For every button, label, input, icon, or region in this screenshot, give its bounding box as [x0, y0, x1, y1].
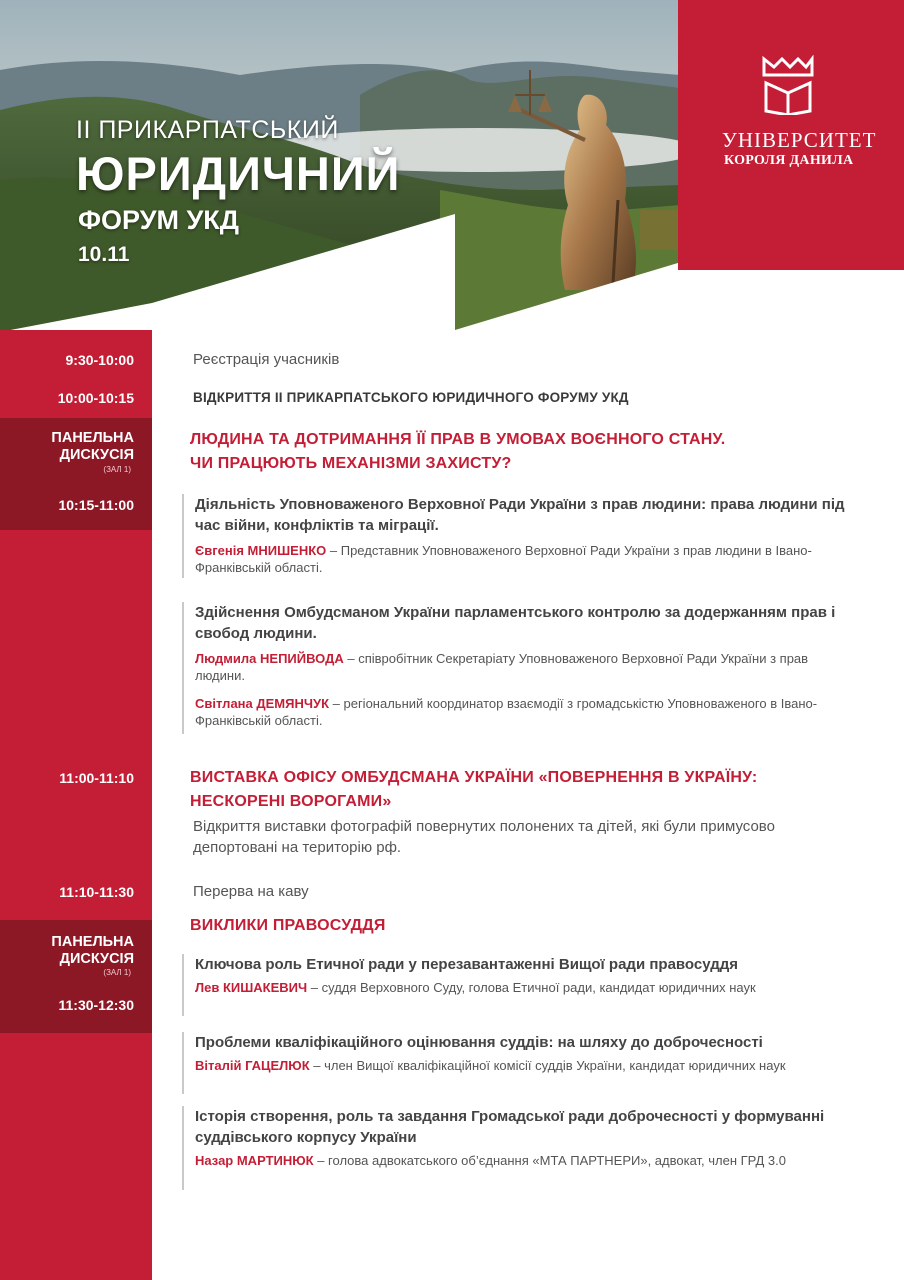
panel1-label-line1: ПАНЕЛЬНА [51, 430, 134, 446]
speaker-name: Лев КИШАКЕВИЧ [195, 980, 308, 995]
panel1-heading-line2: ЧИ ПРАЦЮЮТЬ МЕХАНІЗМИ ЗАХИСТУ? [190, 455, 512, 472]
time-panel1: 10:15-11:00 [58, 497, 134, 513]
university-brand-panel [678, 0, 904, 270]
crown-book-logo-icon [758, 55, 818, 115]
speaker-name: Віталій ГАЦЕЛЮК [195, 1058, 310, 1073]
university-subname: КОРОЛЯ ДАНИЛА [724, 153, 854, 168]
time-exhibition: 11:00-11:10 [59, 770, 134, 786]
session-speaker [195, 1152, 815, 1169]
time-panel2: 11:30-12:30 [58, 997, 134, 1013]
session-title: Ключова роль Етичної ради у перезавантаженні Вищої ради правосуддя [195, 956, 739, 973]
session-speaker [195, 542, 855, 576]
session-title: Історія створення, роль та завдання Громадської ради доброчесності у формуванні суддівського корпусу України [195, 1108, 825, 1146]
exhibition-description: Відкриття виставки фотографій повернутих полонених та дітей, які були примусово депортовані на територію рф. [193, 818, 775, 856]
university-name: УНІВЕРСИТЕТ [722, 128, 877, 152]
panel2-session-2 [182, 1032, 855, 1094]
session-speaker [195, 1057, 795, 1074]
speaker-name: Людмила НЕПИЙВОДА [195, 651, 344, 666]
session-title: Здійснення Омбудсманом України парламентського контролю за додержанням прав і свобод людини. [195, 604, 836, 642]
speaker-role: – Представник Уповноваженого Верховної Ради України з прав людини в Івано-Франківській області. [195, 543, 812, 575]
panel2-session-1 [182, 954, 855, 1016]
forum-title-line2: ЮРИДИЧНИЙ [76, 147, 401, 200]
panel2-session-3 [182, 1106, 855, 1190]
coffee-break-text: Перерва на каву [193, 883, 309, 900]
session-speaker [195, 695, 855, 729]
speaker-name: Світлана ДЕМЯНЧУК [195, 696, 330, 711]
panel1-session-1 [182, 494, 855, 578]
opening-text: ВІДКРИТТЯ II ПРИКАРПАТСЬКОГО ЮРИДИЧНОГО ФОРУМУ УКД [193, 390, 629, 405]
registration-text: Реєстрація учасників [193, 351, 340, 368]
speaker-role: – регіональний координатор взаємодії з громадськістю Уповноваженого в Івано-Франківській області. [195, 696, 818, 728]
exhibition-heading-line2: НЕСКОРЕНІ ВОРОГАМИ» [190, 793, 392, 810]
panel2-label-line2: ДИСКУСІЯ [59, 951, 134, 967]
panel2-label-line1: ПАНЕЛЬНА [51, 934, 134, 950]
session-title: Діяльність Уповноваженого Верховної Ради України з прав людини: права людини під час війни, конфліктів та міграції. [195, 496, 845, 534]
forum-date: 10.11 [78, 243, 130, 266]
panel2-heading: ВИКЛИКИ ПРАВОСУДДЯ [190, 917, 386, 934]
time-opening: 10:00-10:15 [57, 390, 134, 406]
panel1-label-line2: ДИСКУСІЯ [59, 447, 134, 463]
speaker-name: Назар МАРТИНЮК [195, 1153, 314, 1168]
time-coffee: 11:10-11:30 [59, 884, 134, 900]
speaker-name: Євгенія МНИШЕНКО [195, 543, 327, 558]
forum-title-line3: ФОРУМ УКД [78, 205, 239, 235]
panel2-hall: (ЗАЛ 1) [103, 968, 131, 977]
session-title: Проблеми кваліфікаційного оцінювання суддів: на шляху до доброчесності [195, 1034, 763, 1051]
session-speaker [195, 650, 855, 684]
speaker-role: – суддя Верховного Суду, голова Етичної ради, кандидат юридичних наук [307, 980, 756, 995]
speaker-role: – голова адвокатського об’єднання «МТА ПАРТНЕРИ», адвокат, член ГРД 3.0 [313, 1153, 786, 1168]
session-speaker [195, 979, 775, 996]
forum-title-line1: II ПРИКАРПАТСЬКИЙ [76, 116, 339, 144]
time-registration: 9:30-10:00 [65, 352, 134, 368]
speaker-role: – співробітник Секретаріату Уповноваженого Верховної Ради України з прав людини. [195, 651, 809, 683]
panel1-hall: (ЗАЛ 1) [103, 465, 131, 474]
hero-banner [0, 0, 904, 340]
speaker-role: – член Вищої кваліфікаційної комісії суддів України, кандидат юридичних наук [309, 1058, 786, 1073]
panel1-heading-line1: ЛЮДИНА ТА ДОТРИМАННЯ ЇЇ ПРАВ В УМОВАХ ВОЄННОГО СТАНУ. [190, 431, 726, 448]
exhibition-heading-line1: ВИСТАВКА ОФІСУ ОМБУДСМАНА УКРАЇНИ «ПОВЕРНЕННЯ В УКРАЇНУ: [190, 769, 758, 786]
panel1-session-2 [182, 602, 855, 734]
